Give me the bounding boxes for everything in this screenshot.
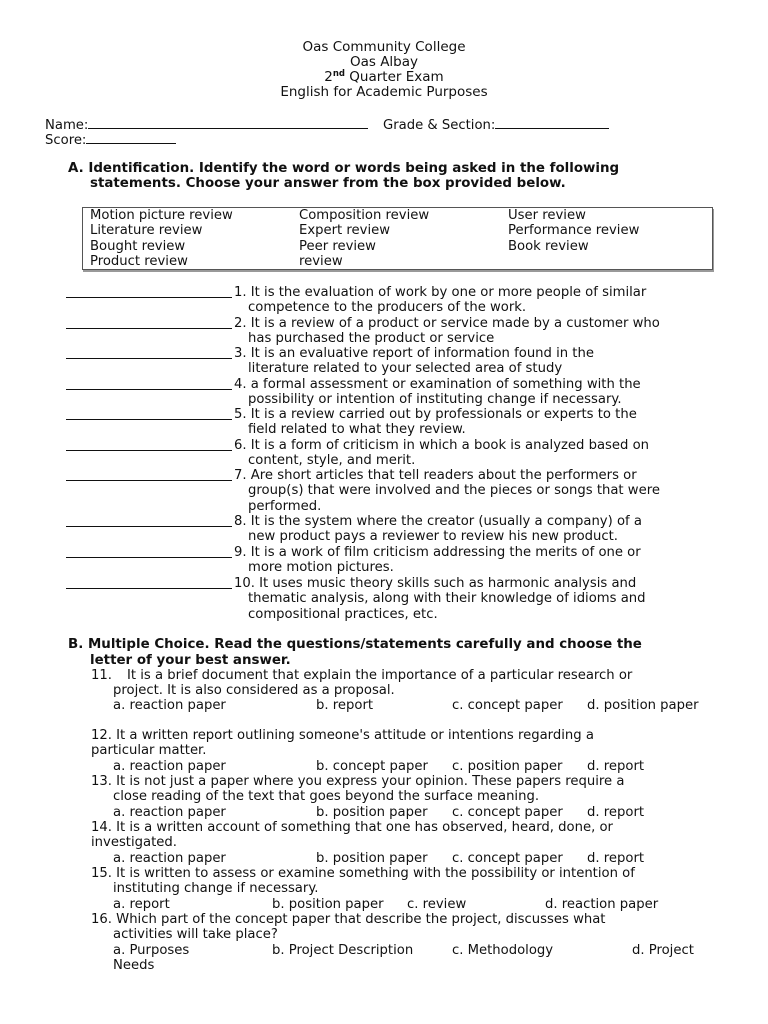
option-c[interactable]: c. position paper xyxy=(452,759,563,774)
question-14-text-2: investigated. xyxy=(91,835,177,850)
box-cell: Peer review xyxy=(299,238,376,254)
question-15-text-2: instituting change if necessary. xyxy=(113,881,319,896)
name-blank[interactable] xyxy=(88,116,368,129)
answer-blank[interactable] xyxy=(66,377,232,390)
option-c[interactable]: c. review xyxy=(407,897,467,912)
question-16-text-2: activities will take place? xyxy=(113,927,278,942)
option-a[interactable]: a. Purposes xyxy=(113,943,190,958)
answer-blank[interactable] xyxy=(66,438,232,451)
answer-blank[interactable] xyxy=(66,576,232,589)
option-c[interactable]: c. concept paper xyxy=(452,851,563,866)
answer-blank[interactable] xyxy=(66,346,232,359)
option-b[interactable]: b. position paper xyxy=(316,805,428,820)
option-c[interactable]: c. concept paper xyxy=(452,805,563,820)
box-cell: User review xyxy=(508,208,586,223)
question-14-text: 14. It is a written account of something that one has observed, heard, done, or xyxy=(91,820,613,835)
question-16-text: 16. Which part of the concept paper that describe the project, discusses what xyxy=(91,912,606,927)
answer-blank[interactable] xyxy=(66,545,232,558)
box-cell: review xyxy=(299,253,343,269)
question-13-text: 13. It is not just a paper where you express your opinion. These papers require a xyxy=(91,774,625,789)
box-row xyxy=(83,239,713,254)
section-b-title-2: letter of your best answer. xyxy=(90,653,291,668)
section-a-title: A. Identification. Identify the word or words being asked in the following xyxy=(68,161,620,176)
question-11-text-2: project. It is also considered as a proposal. xyxy=(113,683,395,698)
section-a-title-2: statements. Choose your answer from the box provided below. xyxy=(90,176,566,191)
college-name: Oas Community College xyxy=(302,39,466,55)
option-b[interactable]: b. report xyxy=(316,698,374,713)
box-cell: Composition review xyxy=(299,208,430,223)
option-d[interactable]: d. report xyxy=(587,805,645,820)
option-b[interactable]: b. Project Description xyxy=(272,943,414,958)
question-13-text-2: close reading of the text that goes beyond the surface meaning. xyxy=(113,789,540,804)
question-11-number: 11. xyxy=(91,668,112,683)
option-d[interactable]: d. Project xyxy=(632,943,694,958)
section-b-title: B. Multiple Choice. Read the questions/statements carefully and choose the xyxy=(68,637,642,652)
question-15-text: 15. It is written to assess or examine something with the possibility or intention of xyxy=(91,866,635,881)
answer-blank[interactable] xyxy=(66,316,232,329)
option-d[interactable]: d. position paper xyxy=(587,698,699,713)
college-location: Oas Albay xyxy=(349,54,419,70)
option-a[interactable]: a. reaction paper xyxy=(113,698,226,713)
box-cell: Bought review xyxy=(90,238,186,254)
question-12-text-2: particular matter. xyxy=(91,743,207,758)
grade-section-blank[interactable] xyxy=(495,116,609,129)
option-a[interactable]: a. reaction paper xyxy=(113,759,226,774)
answer-blank[interactable] xyxy=(66,407,232,420)
option-d-continued: Needs xyxy=(113,958,155,973)
box-cell: Book review xyxy=(508,238,589,254)
option-b[interactable]: b. position paper xyxy=(272,897,384,912)
option-c[interactable]: c. concept paper xyxy=(452,698,563,713)
option-a[interactable]: a. reaction paper xyxy=(113,805,226,820)
answer-blank[interactable] xyxy=(66,514,232,527)
option-a[interactable]: a. reaction paper xyxy=(113,851,226,866)
answer-blank[interactable] xyxy=(66,468,232,481)
question-11-text: It is a brief document that explain the importance of a particular research or xyxy=(127,668,633,683)
question-12-text: 12. It a written report outlining someone's attitude or intentions regarding a xyxy=(91,728,594,743)
box-cell: Expert review xyxy=(299,223,391,239)
name-field: Name: xyxy=(45,116,368,133)
option-d[interactable]: d. report xyxy=(587,759,645,774)
box-row xyxy=(83,223,713,238)
box-row xyxy=(83,254,713,270)
option-d[interactable]: d. reaction paper xyxy=(545,897,659,912)
grade-section-field: Grade & Section: xyxy=(383,116,609,133)
box-cell: Performance review xyxy=(508,223,640,239)
answer-box xyxy=(82,207,713,270)
box-cell: Product review xyxy=(90,253,188,269)
subject-title: English for Academic Purposes xyxy=(280,84,488,100)
score-field: Score: xyxy=(45,131,176,148)
score-blank[interactable] xyxy=(86,131,176,144)
exam-title: 2nd Quarter Exam xyxy=(324,69,444,85)
box-cell: Literature review xyxy=(90,223,203,239)
box-cell: Motion picture review xyxy=(90,208,233,223)
option-b[interactable]: b. concept paper xyxy=(316,759,428,774)
answer-blank[interactable] xyxy=(66,285,232,298)
option-a[interactable]: a. report xyxy=(113,897,170,912)
box-row xyxy=(83,208,713,224)
option-d[interactable]: d. report xyxy=(587,851,645,866)
box-cell xyxy=(501,254,713,270)
option-c[interactable]: c. Methodology xyxy=(452,943,554,958)
option-b[interactable]: b. position paper xyxy=(316,851,428,866)
